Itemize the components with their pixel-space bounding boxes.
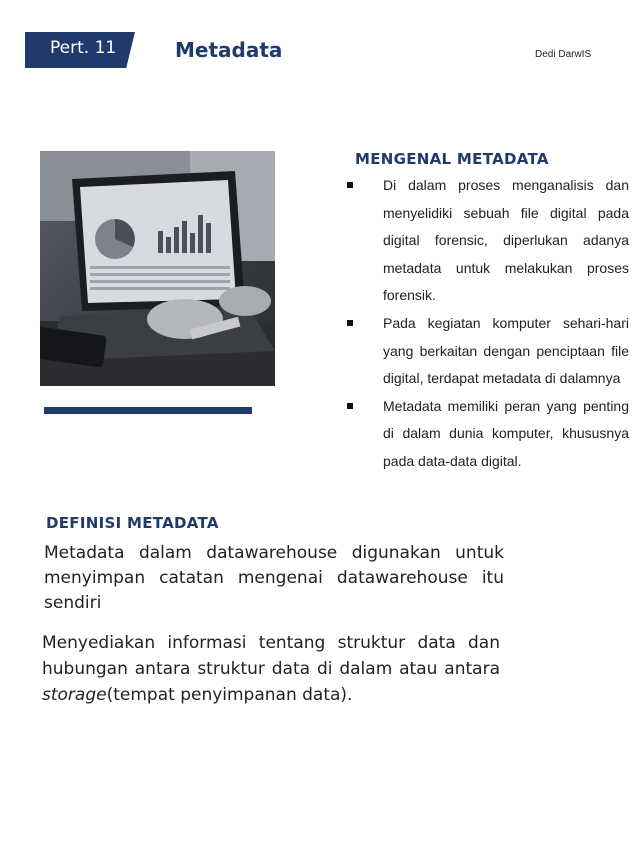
author-name: Dedi DarwIS (535, 49, 592, 60)
bullet-text: Di dalam proses menganalisis dan menyelidiki sebuah file digital pada digital forensic, diperlukan adanya metadata untuk melakukan proses forensik. (383, 177, 629, 304)
definisi-paragraph-1: Metadata dalam datawarehouse digunakan untuk menyimpan catatan mengenai datawarehouse itu sendiri (44, 543, 504, 613)
storage-term: storage (42, 685, 107, 705)
bullet-square-icon (347, 182, 353, 188)
mengenal-bullet-list (347, 172, 629, 476)
paragraph-2-tail: (tempat penyimpanan data). (106, 685, 353, 705)
definisi-paragraph-2 (42, 630, 500, 708)
bullet-text: Pada kegiatan komputer sehari-hari yang berkaitan dengan penciptaan file digital, terdapat metadata di dalamnya (383, 314, 629, 387)
bullet-item (347, 393, 629, 476)
bullet-item (347, 310, 629, 393)
laptop-photo (40, 151, 275, 386)
bullet-item (347, 172, 629, 310)
bullet-text: Metadata memiliki peran yang penting di dalam dunia komputer, khususnya pada data-data digital. (383, 397, 629, 469)
paragraph-2-text: Menyediakan informasi tentang struktur data dan hubungan antara struktur data di dalam atau antara (42, 633, 500, 679)
bullet-square-icon (347, 403, 353, 409)
definisi-metadata-heading: DEFINISI METADATA (46, 514, 219, 532)
mengenal-metadata-heading: MENGENAL METADATA (355, 150, 549, 168)
page-title: Metadata (175, 38, 283, 62)
pert-label: Pert. 11 (50, 38, 117, 58)
accent-bar (44, 407, 252, 414)
bullet-square-icon (347, 320, 353, 326)
